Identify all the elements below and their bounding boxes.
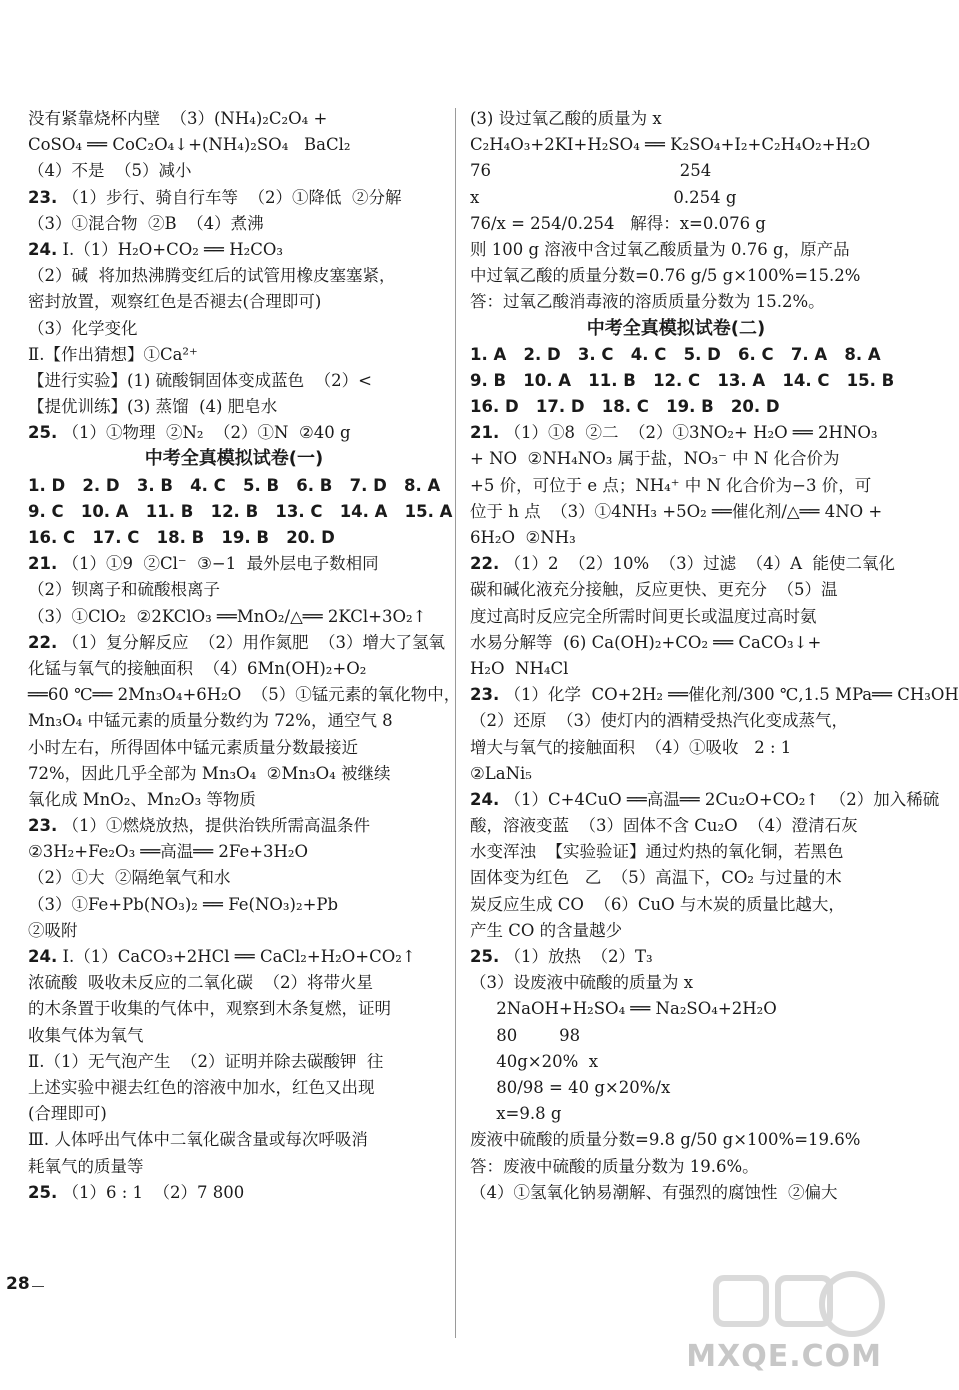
answer-line: 答：过氧乙酸消毒液的溶质质量分数为 15.2%。	[470, 292, 825, 312]
answer-line: (3) 设过氧乙酸的质量为 x	[470, 109, 662, 128]
answer-line	[470, 682, 959, 708]
answer-text: （1）①9 ②Cl⁻ ③−1 最外层电子数相同	[62, 554, 379, 574]
answer-line: 40g×20% x	[470, 1051, 599, 1071]
right-column	[470, 106, 959, 1206]
question-number: 23.	[28, 816, 58, 836]
answer-line	[28, 420, 440, 446]
choice-answers-row: 16. D 17. D 18. C 19. B 20. D	[470, 397, 780, 417]
answer-line	[28, 944, 440, 970]
answer-line: 浓硫酸 吸收未反应的二氧化碳 （2）将带火星	[28, 973, 373, 993]
answer-line: 【进行实验】(1) 硫酸铜固体变成蓝色 （2）<	[28, 370, 372, 390]
section-title: 中考全真模拟试卷(二)	[586, 317, 766, 339]
answer-line: Ⅲ. 人体呼出气体中二氧化碳含量或每次呼吸消	[28, 1130, 368, 1150]
answer-line: 位于 h 点 （3）①4NH₃ +5O₂ ══催化剂/△══ 4NO +	[470, 501, 883, 521]
choice-answers-row: 1. D 2. D 3. B 4. C 5. B 6. B 7. D 8. A	[28, 475, 441, 495]
answer-line: 80/98 = 40 g×20%/x	[470, 1077, 671, 1097]
answer-line: ②吸附	[28, 920, 78, 940]
answer-line: 的木条置于收集的气体中，观察到木条复燃，证明	[28, 999, 391, 1019]
answer-text: （1）2 （2）10% （3）过滤 （4）A 能使二氧化	[504, 554, 896, 574]
answer-text: （1）化学 CO+2H₂ ══催化剂/300 ℃,1.5 MPa══ CH₃OH	[504, 685, 959, 705]
answer-text: （1）放热 （2）T₃	[504, 947, 653, 966]
answer-text: （1）复分解反应 （2）用作氮肥 （3）增大了氢氧	[62, 632, 445, 652]
answer-line: CoSO₄ ══ CoC₂O₄↓+(NH₄)₂SO₄ BaCl₂	[28, 135, 351, 155]
answer-line: x=9.8 g	[470, 1104, 562, 1124]
answer-line	[470, 420, 882, 446]
answer-line: 则 100 g 溶液中含过氧乙酸质量为 0.76 g，原产品	[470, 239, 850, 259]
question-number: 25.	[28, 423, 58, 443]
question-number: 24.	[470, 789, 500, 809]
choice-answers-row: 16. C 17. C 18. B 19. B 20. D	[28, 528, 335, 547]
question-number: 22.	[470, 554, 500, 574]
answer-line: 没有紧靠烧杯内壁 （3）(NH₄)₂C₂O₄ +	[28, 109, 328, 128]
answer-line: （3）化学变化	[28, 318, 138, 338]
answer-line	[28, 237, 440, 263]
answer-line: 密封放置，观察红色是否褪去(合理即可)	[28, 292, 322, 312]
answer-line: Ⅱ.【作出猜想】①Ca²⁺	[28, 344, 198, 364]
answer-line: ②3H₂+Fe₂O₃ ══高温══ 2Fe+3H₂O	[28, 842, 309, 862]
answer-line	[28, 630, 445, 656]
answer-text: （1）①物理 ②N₂ （2）①N ②40 g	[62, 423, 351, 443]
answer-line: 中过氧乙酸的质量分数=0.76 g/5 g×100%=15.2%	[470, 266, 861, 286]
answer-line: 72%，因此几乎全部为 Mn₃O₄ ②Mn₃O₄ 被继续	[28, 763, 391, 783]
question-number: 24.	[28, 947, 58, 966]
answer-text: （1）步行、骑自行车等 （2）①降低 ②分解	[62, 187, 402, 207]
answer-line: （2）碱 将加热沸腾变红后的试管用橡皮塞塞紧，	[28, 266, 396, 286]
answer-line: 答：废液中硫酸的质量分数为 19.6%。	[470, 1156, 759, 1176]
answer-line: 固体变为红色 乙 （5）高温下，CO₂ 与过量的木	[470, 868, 842, 888]
question-number: 21.	[470, 423, 500, 443]
question-number: 23.	[28, 187, 58, 207]
answer-line: 76/x = 254/0.254 解得：x=0.076 g	[470, 213, 766, 233]
answer-line: + NO ②NH₄NO₃ 属于盐，NO₃⁻ 中 N 化合价为	[470, 449, 840, 469]
answer-line	[28, 813, 440, 839]
answer-line: 76 254	[470, 161, 712, 181]
answer-line	[28, 1180, 440, 1206]
answer-text: （1）C+4CuO ══高温══ 2Cu₂O+CO₂↑ （2）加入稀硫	[504, 789, 940, 809]
answer-text: （1）6 : 1 （2）7 800	[62, 1182, 245, 1202]
choice-answers-row: 9. C 10. A 11. B 12. B 13. C 14. A 15. A	[28, 501, 453, 521]
answer-line: 炭反应生成 CO （6）CuO 与木炭的质量比越大，	[470, 894, 845, 914]
answer-line: 2NaOH+H₂SO₄ ══ Na₂SO₄+2H₂O	[470, 999, 777, 1019]
answer-line: C₂H₄O₃+2KI+H₂SO₄ ══ K₂SO₄+I₂+C₂H₄O₂+H₂O	[470, 135, 871, 155]
answer-line: （3）①混合物 ②B （4）煮沸	[28, 213, 264, 233]
answer-line: （3）①ClO₂ ②2KClO₃ ══MnO₂/△══ 2KCl+3O₂↑	[28, 606, 427, 626]
answer-line: （3）①Fe+Pb(NO₃)₂ ══ Fe(NO₃)₂+Pb	[28, 894, 339, 914]
answer-line: 水变浑浊 【实验验证】通过灼热的氧化铜，若黑色	[470, 842, 844, 862]
answer-line: （2）还原 （3）使灯内的酒精受热汽化变成蒸气，	[470, 711, 848, 731]
page-number-rule	[32, 1286, 44, 1287]
section-title: 中考全真模拟试卷(一)	[144, 448, 324, 470]
answer-line: 收集气体为氧气	[28, 1025, 144, 1045]
page-number: 28	[6, 1274, 30, 1294]
answer-line: 6H₂O ②NH₃	[470, 528, 576, 547]
answer-line	[470, 944, 882, 970]
answer-line: ②LaNi₅	[470, 763, 532, 783]
answer-line: 产生 CO 的含量越少	[470, 920, 623, 940]
question-number: 22.	[28, 632, 58, 652]
answer-line: Ⅱ.（1）无气泡产生 （2）证明并除去碳酸钾 往	[28, 1051, 384, 1071]
answer-line	[28, 185, 440, 211]
answer-line: +5 价，可位于 e 点；NH₄⁺ 中 N 化合价为−3 价，可	[470, 475, 872, 495]
watermark-text: MXQE.COM	[686, 1339, 882, 1374]
answer-line: 化锰与氧气的接触面积 （4）6Mn(OH)₂+O₂	[28, 658, 367, 678]
answer-line: 耗氧气的质量等	[28, 1156, 144, 1176]
answer-line	[470, 787, 940, 813]
answer-line: Mn₃O₄ 中锰元素的质量分数约为 72%，通空气 8	[28, 711, 393, 731]
question-number: 21.	[28, 554, 58, 574]
column-divider	[455, 108, 456, 1338]
answer-line: 废液中硫酸的质量分数=9.8 g/50 g×100%=19.6%	[470, 1130, 861, 1150]
answer-line: （2）钡离子和硫酸根离子	[28, 580, 220, 600]
answer-text: Ⅰ.（1）CaCO₃+2HCl ══ CaCl₂+H₂O+CO₂↑	[62, 947, 416, 966]
choice-answers-row: 1. A 2. D 3. C 4. C 5. D 6. C 7. A 8. A	[470, 344, 881, 364]
answer-text: （1）①8 ②二 （2）①3NO₂+ H₂O ══ 2HNO₃	[504, 423, 878, 443]
question-number: 23.	[470, 685, 500, 705]
answer-line: 度过高时反应完全所需时间更长或温度过高时氨	[470, 606, 817, 626]
answer-line: (合理即可)	[28, 1104, 107, 1124]
question-number: 24.	[28, 239, 58, 259]
answer-line: （2）①大 ②隔绝氧气和水	[28, 868, 231, 888]
answer-line: （4）不是 （5）减小	[28, 161, 192, 181]
answer-line: 【提优训练】(3) 蒸馏 (4) 肥皂水	[28, 397, 278, 417]
choice-answers-row: 9. B 10. A 11. B 12. C 13. A 14. C 15. B	[470, 370, 895, 390]
answer-text: （1）①燃烧放热，提供治铁所需高温条件	[62, 816, 370, 836]
answer-line	[28, 551, 440, 577]
answer-line: 上述实验中褪去红色的溶液中加水，红色又出现	[28, 1077, 375, 1097]
answer-line: 水易分解等 (6) Ca(OH)₂+CO₂ ══ CaCO₃↓+	[470, 632, 822, 652]
question-number: 25.	[470, 947, 500, 966]
answer-line: 氧化成 MnO₂、Mn₂O₃ 等物质	[28, 789, 256, 809]
answer-line: 小时左右，所得固体中锰元素质量分数最接近	[28, 737, 358, 757]
answer-line: 碳和碱化液充分接触，反应更快、更充分 （5）温	[470, 580, 838, 600]
question-number: 25.	[28, 1182, 58, 1202]
answer-line: ══60 ℃══ 2Mn₃O₄+6H₂O （5）①锰元素的氧化物中，	[28, 685, 461, 705]
answer-line: 80 98	[470, 1025, 581, 1045]
answer-text: Ⅰ.（1）H₂O+CO₂ ══ H₂CO₃	[62, 239, 283, 259]
answer-line: （4）①氢氧化钠易潮解、有强烈的腐蚀性 ②偏大	[470, 1182, 838, 1202]
answer-line: x 0.254 g	[470, 187, 737, 207]
answer-line: 增大与氧气的接触面积 （4）①吸收 2 : 1	[470, 737, 792, 757]
answer-line: 酸，溶液变蓝 （3）固体不含 Cu₂O （4）澄清石灰	[470, 816, 858, 836]
left-column	[28, 106, 461, 1206]
answer-line	[470, 551, 896, 577]
answer-line: H₂O NH₄Cl	[470, 658, 569, 678]
answer-line: （3）设废液中硫酸的质量为 x	[470, 973, 694, 993]
